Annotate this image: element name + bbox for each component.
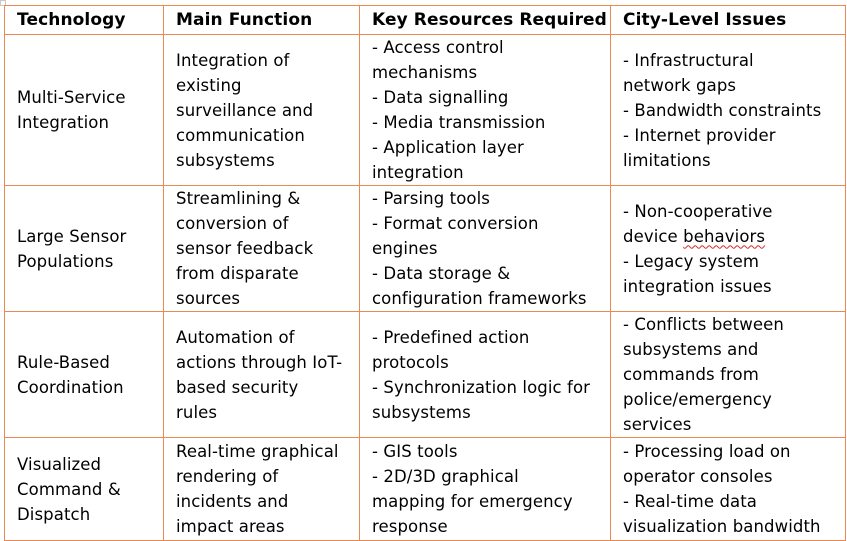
cell-line: network gaps [623, 75, 737, 95]
cell-line: Rule-Based [17, 352, 110, 372]
cell-line: limitations [623, 150, 711, 170]
cell-line: operator consoles [623, 467, 773, 486]
cell-line: Streamlining & [176, 189, 301, 208]
cell-line: existing [176, 75, 242, 95]
resources-cell [360, 186, 611, 312]
resources-cell [360, 438, 611, 541]
cell-line: incidents and [176, 492, 289, 511]
cell-line: response [372, 517, 448, 536]
cell-line: - Real-time data [623, 492, 758, 511]
table-row [5, 438, 846, 541]
cell-line: based security [176, 377, 299, 397]
cell-line: from disparate [176, 264, 299, 283]
cell-line: protocols [372, 352, 449, 372]
cell-line: - Infrastructural [623, 50, 754, 70]
cell-line: - 2D/3D graphical [372, 467, 519, 486]
main-function-cell [164, 312, 360, 438]
cell-line: sources [176, 289, 241, 308]
cell-line: - Application layer [372, 138, 524, 157]
issues-cell [611, 35, 846, 186]
cell-line: commands from [623, 365, 759, 384]
cell-line: - Parsing tools [372, 189, 490, 208]
cell-line: - Format conversion [372, 214, 539, 233]
cell-line: - Legacy system [623, 251, 760, 271]
resources-cell [360, 35, 611, 186]
cell-line: visualization bandwidth [623, 517, 821, 536]
cell-line: Integration [17, 113, 110, 132]
cell-line: integration issues [623, 276, 772, 296]
cell-line: impact areas [176, 517, 285, 536]
cell-line: mapping for emergency [372, 492, 573, 511]
cell-line: - Predefined action [372, 327, 530, 347]
cell-line: - GIS tools [372, 442, 458, 461]
cell-line: - Media transmission [372, 113, 546, 132]
cell-line: engines [372, 239, 438, 258]
cell-line: Populations [17, 251, 114, 271]
technology-cell [5, 312, 164, 438]
cell-line: police/emergency [623, 390, 772, 409]
cell-line: communication [176, 125, 305, 145]
cell-line: - Access control [372, 38, 504, 57]
technology-table [4, 5, 846, 541]
cell-line: Large Sensor [17, 226, 127, 246]
technology-cell [5, 438, 164, 541]
cell-line: actions through IoT- [176, 352, 343, 372]
main-function-cell [164, 186, 360, 312]
cell-line: - Bandwidth constraints [623, 100, 822, 120]
cell-line: services [623, 415, 692, 434]
header-main-function: Main Function [164, 6, 360, 35]
cell-line: Automation of [176, 327, 295, 347]
table-row [5, 186, 846, 312]
cell-line: subsystems [372, 402, 471, 422]
cell-line: rendering of [176, 467, 279, 486]
issue-word: device [623, 226, 678, 246]
cell-line: - Internet provider [623, 125, 776, 145]
cell-line: - Data storage & [372, 264, 511, 283]
cell-line: Real-time graphical [176, 442, 339, 461]
cell-line: Multi-Service [17, 88, 126, 107]
table-row [5, 35, 846, 186]
technology-cell [5, 35, 164, 186]
cell-line: conversion of [176, 214, 289, 233]
cell-line: sensor feedback [176, 239, 314, 258]
issues-cell [611, 438, 846, 541]
cell-line: Visualized [17, 454, 102, 474]
main-function-cell [164, 438, 360, 541]
cell-line: Coordination [17, 377, 124, 397]
spellcheck-flagged-word: behaviors [683, 226, 766, 246]
table-row [5, 312, 846, 438]
cell-line: subsystems and [623, 340, 759, 359]
cell-line: - Non-cooperative [623, 201, 773, 221]
cell-line: integration [372, 163, 464, 182]
cell-line [623, 224, 845, 249]
cell-line: surveillance and [176, 100, 314, 120]
main-function-cell [164, 35, 360, 186]
cell-line: Integration of [176, 50, 290, 70]
header-technology: Technology [5, 6, 164, 35]
cell-line: Dispatch [17, 504, 91, 524]
header-key-resources: Key Resources Required [360, 6, 611, 35]
cell-line: - Processing load on [623, 442, 791, 461]
header-city-issues: City-Level Issues [611, 6, 846, 35]
cell-line: - Conflicts between [623, 315, 784, 334]
cell-line: - Data signalling [372, 88, 509, 107]
technology-cell [5, 186, 164, 312]
cell-line: mechanisms [372, 63, 478, 82]
cell-line: configuration frameworks [372, 289, 587, 308]
cell-line: rules [176, 402, 218, 422]
issues-cell [611, 186, 846, 312]
header-row [5, 6, 846, 35]
cell-line: - Synchronization logic for [372, 377, 591, 397]
cell-line: Command & [17, 479, 121, 499]
issues-cell [611, 312, 846, 438]
resources-cell [360, 312, 611, 438]
cell-line: subsystems [176, 150, 275, 170]
